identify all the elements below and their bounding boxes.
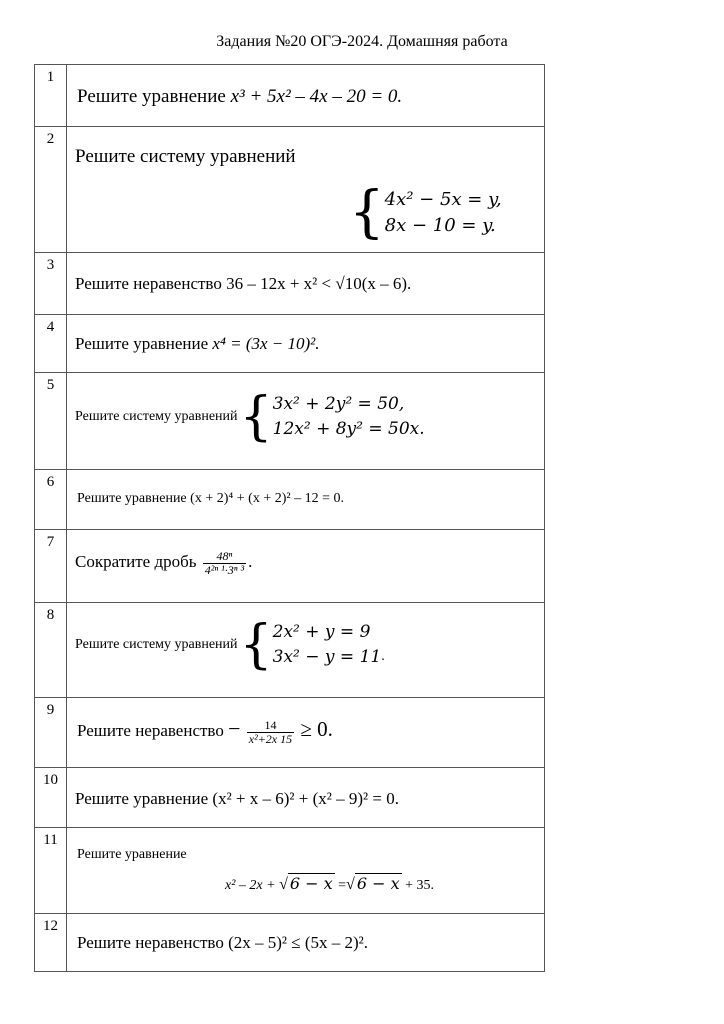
task-cell — [67, 253, 545, 315]
task-cell — [67, 768, 545, 828]
task-number: 5 — [35, 373, 67, 470]
table-row — [35, 603, 545, 698]
task-cell — [67, 65, 545, 127]
task-cell — [67, 373, 545, 470]
sqrt-icon: √ — [346, 876, 355, 893]
table-row — [35, 127, 545, 253]
table-row — [35, 698, 545, 768]
task-number: 1 — [35, 65, 67, 127]
task-number: 2 — [35, 127, 67, 253]
task-number: 4 — [35, 315, 67, 373]
task-number: 9 — [35, 698, 67, 768]
task-6: Решите уравнение (x + 2)⁴ + (x + 2)² – 12 = 0. — [77, 491, 344, 506]
task-9: Решите неравенство − $\frac{14}{\text{x²+2x 15}}$ ≥ 0. — [77, 716, 333, 746]
task-2-system: { 4x² − 5x = y, 8x − 10 = y. — [349, 180, 502, 245]
table-row — [35, 914, 545, 972]
task-1: Решите уравнение x³ + 5x² – 4x – 20 = 0. — [77, 86, 403, 107]
task-cell — [67, 530, 545, 603]
task-number: 8 — [35, 603, 67, 698]
task-number: 12 — [35, 914, 67, 972]
task-11-equation: x² – 2x + √ 6 − x =√ 6 − x + 35. — [225, 874, 435, 893]
task-5: Решите систему уравнений { 3x² + 2y² = 50, 12x² + 8y² = 50x. — [75, 387, 425, 447]
task-cell — [67, 315, 545, 373]
task-number: 3 — [35, 253, 67, 315]
task-cell — [67, 914, 545, 972]
task-cell — [67, 603, 545, 698]
table-row — [35, 315, 545, 373]
table-row — [35, 65, 545, 127]
task-11-text: Решите уравнение — [77, 847, 187, 862]
task-number: 7 — [35, 530, 67, 603]
task-4: Решите уравнение x⁴ = (3x − 10)². — [75, 334, 320, 353]
task-number: 11 — [35, 828, 67, 914]
task-2-text: Решите систему уравнений — [75, 146, 296, 167]
task-8: Решите систему уравнений { 2x² + y = 9 3x² − y = 11 . — [75, 615, 385, 675]
table-row — [35, 530, 545, 603]
task-number: 6 — [35, 470, 67, 530]
brace-icon: { — [239, 387, 273, 447]
table-row — [35, 253, 545, 315]
brace-icon: { — [349, 180, 385, 245]
task-10: Решите уравнение (x² + x – 6)² + (x² – 9)² = 0. — [75, 789, 399, 808]
task-cell — [67, 470, 545, 530]
task-12: Решите неравенство (2x – 5)² ≤ (5x – 2)². — [77, 933, 369, 952]
table-row — [35, 470, 545, 530]
table-row — [35, 768, 545, 828]
brace-icon: { — [239, 615, 273, 675]
sqrt-icon: √ — [279, 876, 288, 893]
page-title: Задания №20 ОГЭ-2024. Домашняя работа — [216, 33, 508, 50]
table-row — [35, 828, 545, 914]
task-cell — [67, 698, 545, 768]
table-row — [35, 373, 545, 470]
tasks-table — [34, 64, 545, 972]
task-7: Сократите дробь $\frac{\text{48ⁿ}}{\text{4²ⁿ ¹·3ⁿ ³}}$ . — [75, 549, 253, 577]
task-cell — [67, 127, 545, 253]
task-3: Решите неравенство 36 – 12x + x² < √10(x – 6). — [75, 274, 412, 293]
task-number: 10 — [35, 768, 67, 828]
task-cell — [67, 828, 545, 914]
